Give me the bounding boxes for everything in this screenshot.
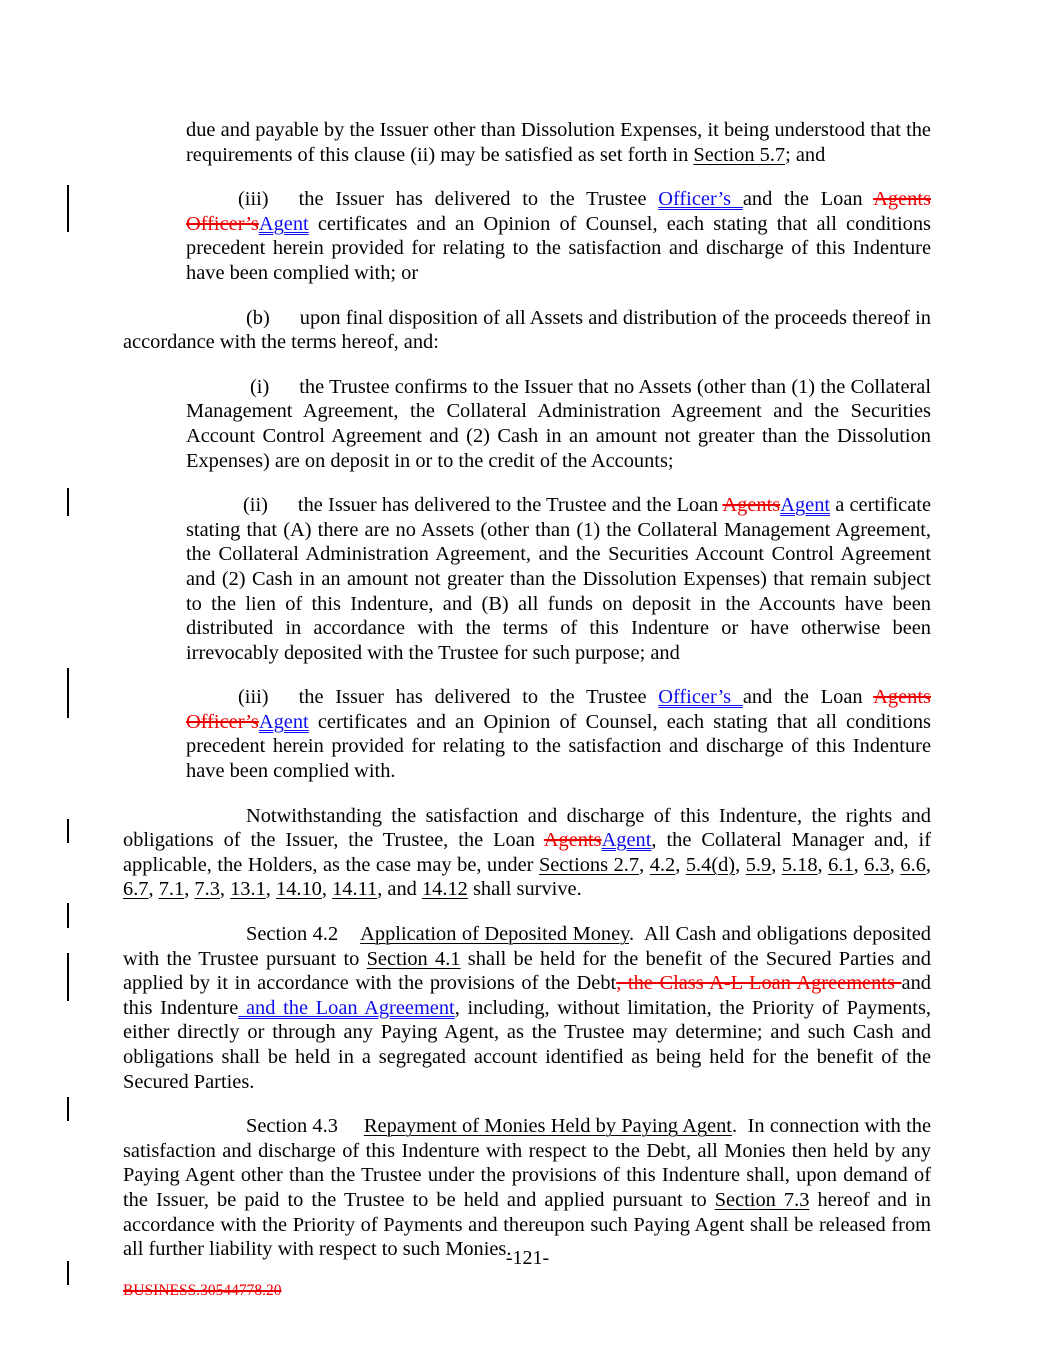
text-run: ,: [184, 878, 195, 901]
deleted-text: Agents Officer’s: [186, 188, 931, 235]
paragraph-clause-i: [186, 375, 931, 473]
revision-change-bar: [67, 1097, 69, 1121]
underlined-reference: 6.1: [828, 853, 854, 876]
text-run: , and: [377, 878, 422, 901]
text-run: . All Cash and obligations deposited with the Trustee pursuant to: [123, 923, 932, 970]
text-run: ,: [925, 853, 932, 876]
text-run: the Trustee confirms to the Issuer that no Assets (other than (1) the Collateral Management Agreement, the Collateral Administration Agreement and the Securities Account Control Agreement and (2) Cash in an amount not greater than the Dissolution Expenses) are on deposit in or to the credit of the Accounts;: [186, 375, 931, 472]
text-run: hereof and in accordance with the Priority of Payments and thereupon such Paying Agent shall be released from all further liability with respect to such Monies.: [123, 1188, 931, 1261]
text-run: ,: [735, 853, 746, 876]
underlined-reference: 6.7: [123, 878, 149, 901]
text-run: and this Indenture: [123, 972, 931, 1019]
text-run: (ii): [243, 494, 268, 517]
text-run: Notwithstanding the satisfaction and discharge of this Indenture, the rights and obligations of the Issuer, the Trustee, the Loan: [123, 804, 931, 852]
text-run: ,: [853, 853, 865, 876]
revision-change-bar: [67, 488, 69, 516]
paragraph-clause-ii: [186, 493, 931, 665]
deleted-text: Agents: [722, 494, 781, 517]
revision-change-bar: [67, 185, 69, 232]
text-run: , including, without limitation, the Priority of Payments, either directly or through any Paying Agent, as the Trustee may determine; and such Cash and obligations shall be held in a segregated account identified as being held for the benefit of the Secured Parties.: [123, 996, 931, 1093]
deleted-text: Agents: [543, 829, 602, 852]
tab-space: [338, 939, 360, 940]
text-run: and the Loan: [742, 188, 874, 211]
paragraph-clause-b: [123, 306, 931, 355]
text-run: (b): [246, 306, 270, 329]
underlined-reference: Repayment of Monies Held by Paying Agent: [363, 1115, 732, 1138]
text-run: ,: [817, 853, 829, 876]
tab-space: [268, 510, 298, 511]
text-run: ,: [148, 878, 159, 901]
text-run: ,: [321, 878, 333, 901]
footer-document-code-deleted-text: BUSINESS.30544778.20: [123, 1282, 282, 1299]
paragraph-section-4-2: [123, 922, 931, 1094]
inserted-text: Agent: [258, 212, 309, 235]
text-run: (iii): [238, 686, 269, 709]
revision-change-bar: [67, 668, 69, 718]
tab-space: [269, 702, 299, 703]
text-run: the Issuer has delivered to the Trustee and the Loan: [297, 494, 723, 517]
text-run: the Issuer has delivered to the Trustee: [298, 686, 659, 709]
text-run: ,: [675, 853, 686, 876]
text-run: a certificate stating that (A) there are no Assets (other than (1) the Collateral Management Agreement, the Collateral Administration Agreement, and the Securities Account Control Agreement and (2) Cash in an amount not greater than the Dissolution Expenses) that remain subject to the lien of this Indenture, and (B) all funds on deposit in the Accounts have been distributed in accordance with the terms of this Indenture or have otherwise been irrevocably deposited with the Trustee for such purpose; and: [186, 494, 931, 664]
text-run: . In connection with the satisfaction and discharge of this Indenture with respect to the Debt, all Monies then held by any Paying Agent other than the Trustee under the provisions of this Indenture shall, upon demand of the Issuer, be paid to the Trustee to be held and applied pursuant to: [123, 1115, 931, 1211]
text-run: certificates and an Opinion of Counsel, each stating that all conditions precedent herein provided for relating to the satisfaction and discharge of this Indenture have been complied with; or: [186, 212, 931, 284]
text-run: certificates and an Opinion of Counsel, each stating that all conditions precedent herein provided for relating to the satisfaction and discharge of this Indenture have been complied with.: [186, 710, 931, 783]
underlined-reference: 7.1: [158, 878, 185, 901]
inserted-text: Agent: [601, 829, 652, 852]
text-run: ,: [219, 878, 231, 901]
revision-change-bar: [67, 903, 69, 928]
underlined-reference: 13.1: [230, 878, 266, 901]
text-run: ,: [639, 853, 650, 876]
text-run: Section 4.3: [246, 1115, 338, 1138]
underlined-reference: 5.9: [745, 853, 772, 876]
inserted-text: Officer’s: [658, 188, 743, 211]
text-run: and the Loan: [742, 686, 874, 709]
text-run: due and payable by the Issuer other than Dissolution Expenses, it being understood that the requirements of this clause (ii) may be satisfied as set forth in: [186, 119, 931, 166]
text-run: ,: [771, 853, 782, 876]
underlined-reference: 5.4(d): [685, 853, 736, 876]
paragraph-clause-ii-continuation: [186, 118, 931, 167]
underlined-reference: Section 4.1: [366, 947, 461, 970]
inserted-text: Agent: [258, 710, 309, 733]
paragraph-section-4-3: [123, 1114, 931, 1262]
underlined-reference: 5.18: [781, 853, 818, 876]
text-run: upon final disposition of all Assets and distribution of the proceeds thereof in accordance with the terms hereof, and:: [123, 306, 931, 354]
underlined-reference: 6.3: [864, 853, 890, 876]
underlined-reference: Sections 2.7: [538, 853, 640, 876]
text-run: shall survive.: [467, 878, 582, 901]
inserted-text: and the Loan Agreement: [238, 996, 455, 1019]
deleted-text: Agents Officer’s: [186, 686, 931, 733]
revision-change-bar: [67, 819, 69, 843]
underlined-reference: 14.10: [276, 878, 322, 901]
text-run: ,: [265, 878, 276, 901]
text-run: (i): [250, 375, 270, 398]
footer-document-code: [123, 1282, 281, 1300]
underlined-reference: 14.11: [332, 878, 378, 901]
page-number: -121-: [505, 1247, 550, 1269]
underlined-reference: 7.3: [194, 878, 220, 901]
text-run: , the Collateral Manager and, if applicable, the Holders, as the case may be, under: [123, 829, 931, 876]
text-run: Section 4.2: [246, 923, 339, 946]
underlined-reference: Section 5.7: [693, 143, 786, 166]
underlined-reference: 6.6: [900, 853, 926, 876]
underlined-reference: 14.12: [421, 878, 468, 901]
paragraph-notwithstanding-survival: [123, 804, 931, 902]
underlined-reference: Section 7.3: [714, 1188, 810, 1211]
tab-space: [338, 1131, 364, 1132]
text-run: ; and: [785, 143, 826, 166]
document-body: [0, 118, 1055, 1282]
deleted-text: , the Class A-L Loan Agreements: [616, 972, 902, 995]
paragraph-clause-iii-first: [186, 187, 931, 285]
tab-space: [269, 392, 299, 393]
text-run: shall be held for the benefit of the Secured Parties and applied by it in accordance with the provisions of the Debt: [123, 947, 932, 995]
underlined-reference: 4.2: [649, 853, 676, 876]
inserted-text: Agent: [780, 494, 831, 517]
revision-change-bar: [67, 953, 69, 1001]
tab-space: [270, 323, 300, 324]
underlined-reference: Application of Deposited Money: [360, 923, 630, 946]
text-run: (iii): [238, 188, 269, 211]
inserted-text: Officer’s: [658, 686, 743, 709]
text-run: ,: [889, 853, 901, 876]
text-run: the Issuer has delivered to the Trustee: [298, 188, 659, 211]
tab-space: [269, 204, 299, 205]
paragraph-clause-iii-second: [186, 685, 931, 783]
